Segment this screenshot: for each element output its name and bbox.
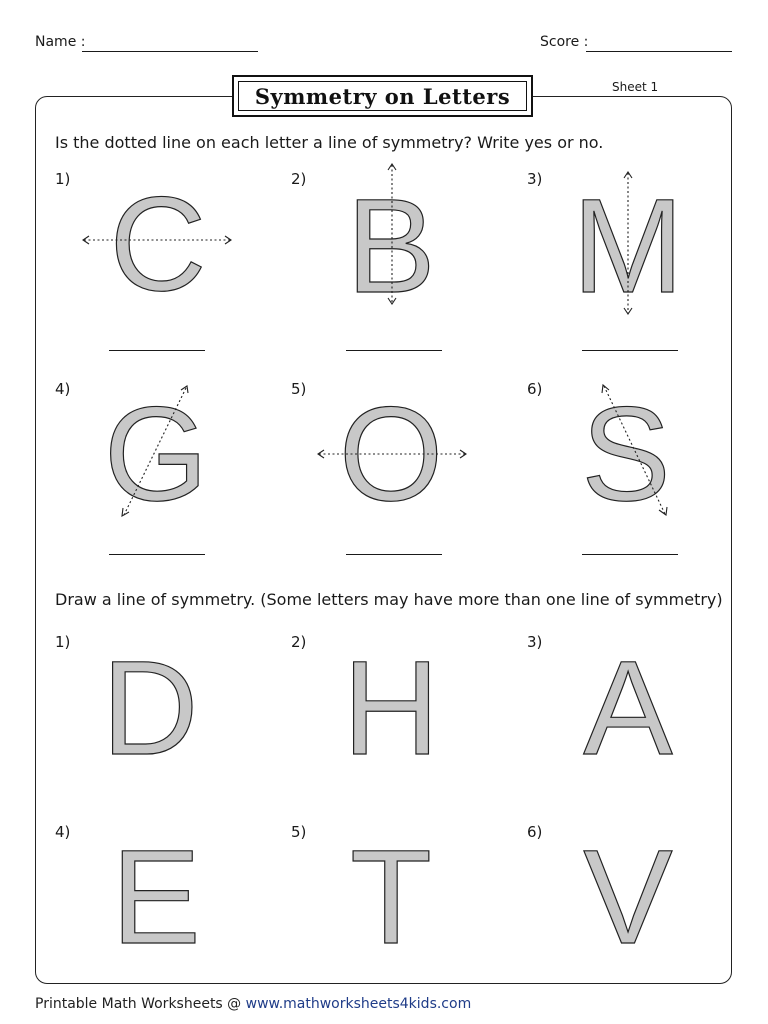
p2-letter-t-figure[interactable]: [295, 812, 495, 972]
sheet-label: Sheet 1: [612, 80, 659, 94]
p1-letter-o-figure: [295, 370, 495, 540]
answer-line-4[interactable]: [109, 554, 205, 555]
title-box: [232, 75, 533, 117]
footer-text: Printable Math Worksheets @: [35, 996, 246, 1012]
p1-item5-number: 5): [291, 380, 307, 398]
p2-item3-number: 3): [527, 633, 543, 651]
p1-letter-c: C: [109, 170, 207, 319]
score-label: Score :: [540, 34, 589, 50]
page-title: Symmetry on Letters: [254, 83, 511, 109]
footer-link[interactable]: www.mathworksheets4kids.com: [245, 996, 472, 1012]
p2-letter-t: T: [350, 823, 432, 972]
name-label: Name :: [35, 34, 86, 50]
p1-item2-number: 2): [291, 170, 307, 188]
p1-letter-s: S: [581, 380, 671, 529]
p2-letter-a: A: [583, 634, 673, 783]
part2-instruction: Draw a line of symmetry. (Some letters may have more than one line of symmetry): [55, 590, 723, 609]
p2-letter-e-figure[interactable]: [60, 812, 260, 972]
p1-item3-number: 3): [527, 170, 543, 188]
p2-item6-number: 6): [527, 823, 543, 841]
score-field-line[interactable]: [586, 51, 732, 52]
p1-item1-number: 1): [55, 170, 71, 188]
p1-letter-b: B: [346, 172, 436, 321]
p2-item4-number: 4): [55, 823, 71, 841]
p2-letter-e: E: [111, 823, 201, 972]
p2-letter-v: V: [583, 823, 673, 972]
p2-item2-number: 2): [291, 633, 307, 651]
p1-item4-number: 4): [55, 380, 71, 398]
p1-letter-g: G: [103, 380, 209, 529]
answer-line-2[interactable]: [346, 350, 442, 351]
p1-letter-g-figure: [60, 370, 260, 540]
part1-instruction: Is the dotted line on each letter a line of symmetry? Write yes or no.: [55, 133, 604, 152]
p1-letter-s-figure: [530, 370, 730, 540]
p2-letter-a-figure[interactable]: [530, 620, 730, 783]
answer-line-6[interactable]: [582, 554, 678, 555]
answer-line-1[interactable]: [109, 350, 205, 351]
answer-line-3[interactable]: [582, 350, 678, 351]
p1-letter-o: O: [338, 380, 444, 529]
p2-letter-d: D: [101, 634, 199, 783]
name-field-line[interactable]: [82, 51, 258, 52]
footer: [35, 996, 471, 1012]
p2-letter-v-figure[interactable]: [530, 812, 730, 972]
p2-item5-number: 5): [291, 823, 307, 841]
p1-letter-m-figure: [530, 160, 730, 330]
p2-letter-h-figure[interactable]: [295, 620, 495, 783]
p2-item1-number: 1): [55, 633, 71, 651]
answer-line-5[interactable]: [346, 554, 442, 555]
p1-letter-c-figure: [60, 160, 260, 330]
p1-item6-number: 6): [527, 380, 543, 398]
p2-letter-d-figure[interactable]: [60, 620, 260, 783]
p1-letter-m: M: [572, 172, 684, 321]
p2-letter-h: H: [342, 634, 440, 783]
p1-letter-b-figure: [295, 160, 495, 330]
